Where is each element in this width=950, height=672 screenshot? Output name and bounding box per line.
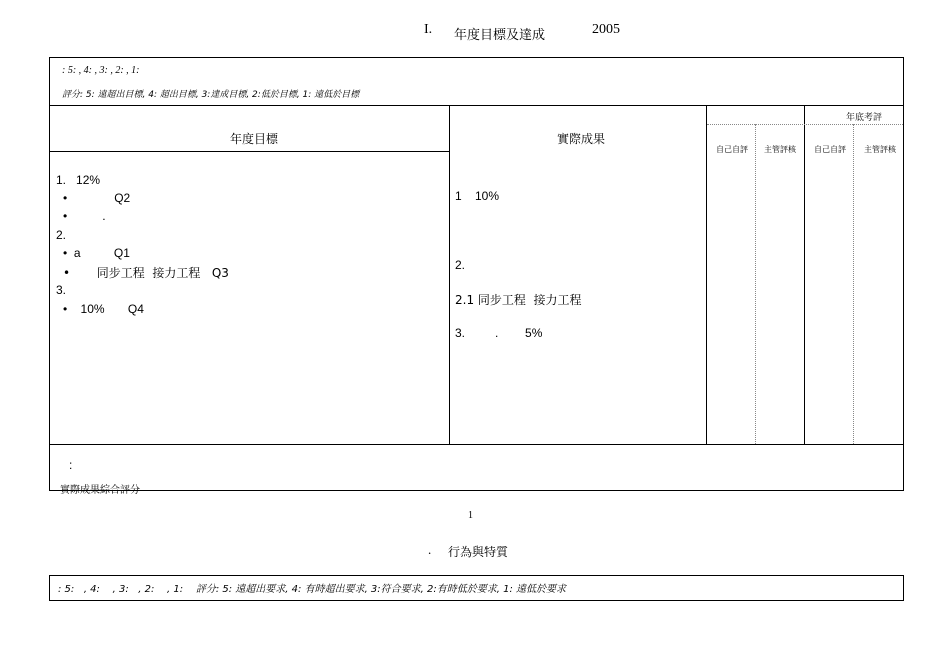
section2-title: 行為與特質 [448, 545, 509, 559]
goal-item: 2. [56, 228, 67, 242]
results-header: 實際成果 [557, 132, 606, 146]
result-item: 3. . 5% [455, 326, 543, 340]
goal-item: 1. 12% [56, 173, 101, 187]
section2-numeral: . [428, 542, 432, 557]
result-item: 1 10% [455, 189, 500, 203]
subheader-divider [707, 124, 903, 125]
goal-bullet: • 同步工程 接力工程 Q3 [63, 266, 229, 280]
section-year: 2005 [592, 22, 620, 37]
rating-scale-codes: : 5: , 4: , 3: , 2: , 1: [62, 65, 140, 76]
footer-overall-rating-label: 實際成果綜合評分 [60, 485, 140, 496]
sub-col-divider [853, 124, 854, 444]
goal-bullet: • . [63, 209, 106, 223]
rating-scale-legend: 評分: 5: 遠超出目標, 4: 超出目標, 3:達成目標, 2:低於目標, 1: 遠低於目標 [62, 90, 360, 100]
result-item: 2. [455, 258, 466, 272]
goal-item: 3. [56, 283, 67, 297]
sub-col-divider [755, 124, 756, 444]
result-item: 2.1 同步工程 接力工程 [455, 293, 582, 307]
row-divider [49, 105, 904, 106]
col-divider [449, 105, 450, 444]
col-divider [706, 105, 707, 444]
page-number: 1 [468, 510, 473, 521]
sub-label-self-2: 自己自評 [814, 145, 846, 154]
section-numeral: I. [424, 22, 433, 37]
goals-header: 年度目標 [230, 132, 279, 146]
footer-colon: : [69, 458, 73, 472]
sub-label-manager-2: 主管評核 [864, 145, 896, 154]
footer-divider [49, 444, 904, 445]
year-end-header: 年底考評 [846, 113, 883, 123]
col-divider [804, 105, 805, 444]
sub-label-self-1: 自己自評 [716, 145, 748, 154]
section-title: 年度目標及達成 [454, 28, 546, 43]
goal-bullet: • Q2 [63, 191, 131, 205]
header-divider [49, 151, 450, 152]
behavior-scale-legend: : 5: , 4: , 3: , 2: , 1: 評分: 5: 遠超出要求, 4: 有時超出要求, 3:符合要求, 2:有時低於要求, 1: 遠低於要求 [58, 584, 567, 595]
goal-bullet: • a Q1 [63, 246, 130, 260]
goal-bullet: • 10% Q4 [63, 302, 144, 316]
sub-label-manager-1: 主管評核 [764, 145, 796, 154]
